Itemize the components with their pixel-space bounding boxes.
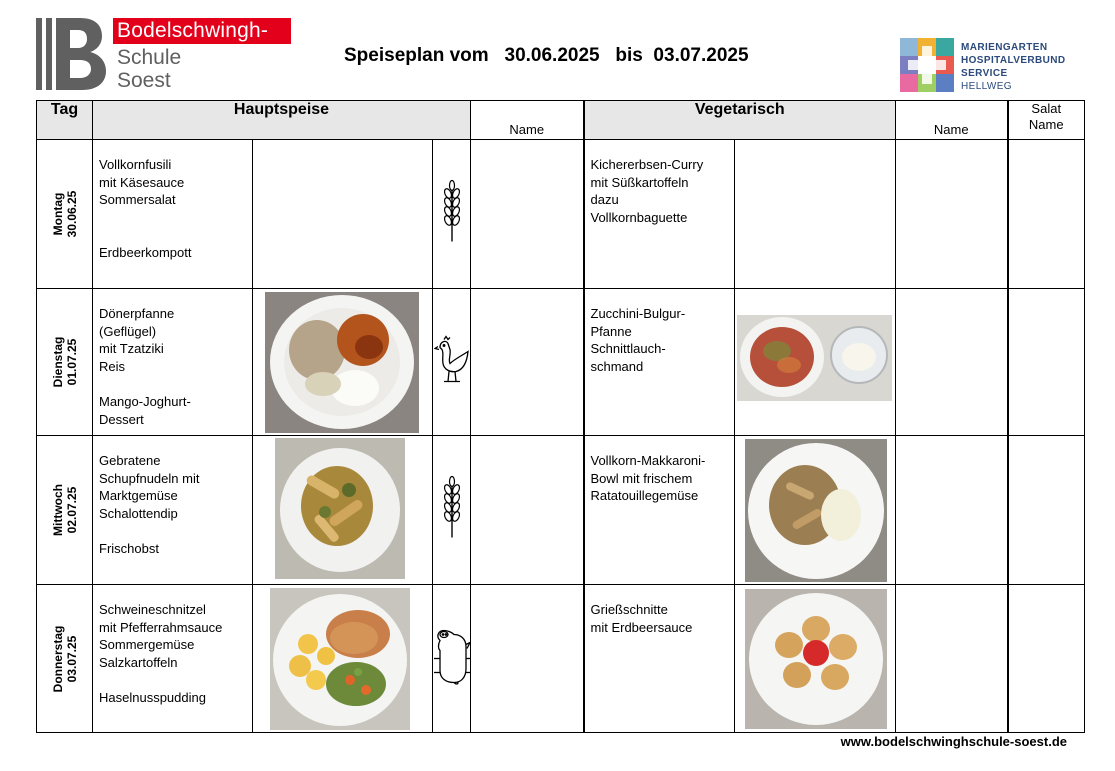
logo-school-name: Bodelschwingh-: [117, 19, 269, 42]
main-photo-cell: [253, 289, 433, 436]
logo-school-line3: Soest: [117, 69, 171, 92]
school-logo-b-icon: [36, 18, 108, 90]
zucchini-bulgur-photo: [737, 315, 892, 401]
veg-photo-cell: [735, 289, 896, 436]
table-row: [37, 585, 1085, 733]
partner-line2: HOSPITALVERBUND: [961, 55, 1066, 66]
weekday-label: Montag: [50, 192, 65, 236]
makkaroni-bowl-photo: [745, 439, 887, 582]
wheat-icon: [433, 180, 470, 249]
veg-name-cell: [896, 585, 1008, 733]
date-label: 30.06.25: [64, 190, 79, 238]
main-dish-cell: [93, 140, 253, 289]
main-dish-text: Schweineschnitzel mit Pfefferrahmsauce Sommergemüse Salzkartoffeln Haselnusspudding: [99, 602, 223, 705]
main-icon-cell: [433, 140, 471, 289]
main-icon-cell: [433, 436, 471, 585]
weekday-label: Mittwoch: [50, 484, 65, 536]
partner-line4: HELLWEG: [961, 81, 1012, 92]
veg-dish-text: Zucchini-Bulgur- Pfanne Schnittlauch- schmand: [590, 306, 686, 374]
main-dish-cell: [93, 289, 253, 436]
partner-line1: MARIENGARTEN: [961, 42, 1048, 53]
day-cell: [37, 585, 93, 733]
veg-dish-cell: [584, 289, 735, 436]
veg-photo-cell: [735, 585, 896, 733]
schupfnudeln-photo: [275, 438, 405, 579]
date-label: 03.07.25: [64, 635, 79, 682]
schweineschnitzel-photo: [270, 588, 410, 730]
partner-logo-mosaic-icon: [900, 38, 954, 92]
header-name: Name: [471, 101, 584, 140]
day-label: [51, 191, 79, 238]
main-name-cell: [471, 140, 584, 289]
header-salat-line2: Name: [1028, 117, 1064, 132]
wheat-icon: [433, 476, 470, 545]
main-dish-text: Vollkornfusili mit Käsesauce Sommersalat Erdbeerkompott: [99, 157, 192, 260]
header-salat-line1: Salat: [1031, 101, 1062, 116]
veg-dish-cell: [584, 585, 735, 733]
main-photo-cell: [253, 436, 433, 585]
veg-dish-text: Grießschnitte mit Erdbeersauce: [590, 602, 693, 635]
table-header-row: [37, 101, 1085, 140]
salat-name-cell: [1008, 140, 1085, 289]
veg-dish-text: Kichererbsen-Curry mit Süßkartoffeln dazu Vollkornbaguette: [590, 157, 704, 225]
header-name-veg: Name: [896, 101, 1008, 140]
partner-logo-text: [961, 41, 1066, 93]
footer-website: www.bodelschwinghschule-soest.de: [840, 734, 1067, 749]
pig-icon: [433, 626, 470, 691]
day-cell: [37, 140, 93, 289]
day-label: [51, 484, 79, 536]
day-label: [51, 625, 79, 692]
main-name-cell: [471, 585, 584, 733]
header-hauptspeise: Hauptspeise: [93, 101, 471, 140]
partner-logo: [900, 38, 1090, 94]
table-row: [37, 436, 1085, 585]
table-row: [37, 289, 1085, 436]
veg-name-cell: [896, 436, 1008, 585]
table-row: [37, 140, 1085, 289]
header-vegetarisch: Vegetarisch: [584, 101, 896, 140]
veg-name-cell: [896, 140, 1008, 289]
header-tag: Tag: [37, 101, 93, 140]
menu-table: [36, 100, 1085, 733]
veg-dish-cell: [584, 140, 735, 289]
weekday-label: Donnerstag: [50, 625, 65, 692]
partner-line3: SERVICE: [961, 68, 1008, 79]
veg-photo-cell: [735, 436, 896, 585]
griessschnitte-photo: [745, 589, 887, 729]
main-icon-cell: [433, 585, 471, 733]
main-name-cell: [471, 289, 584, 436]
date-label: 01.07.25: [64, 338, 79, 386]
day-cell: [37, 289, 93, 436]
main-photo-cell: [253, 140, 433, 289]
logo-school-line2: Schule: [117, 46, 182, 69]
veg-photo-cell: [735, 140, 896, 289]
date-label: 02.07.25: [64, 486, 79, 534]
main-dish-text: Dönerpfanne (Geflügel) mit Tzatziki Reis Mango-Joghurt- Dessert: [99, 306, 191, 427]
main-dish-text: Gebratene Schupfnudeln mit Marktgemüse Schalottendip Frischobst: [99, 453, 200, 556]
main-name-cell: [471, 436, 584, 585]
main-icon-cell: [433, 289, 471, 436]
day-cell: [37, 436, 93, 585]
main-dish-cell: [93, 436, 253, 585]
salat-name-cell: [1008, 585, 1085, 733]
salat-name-cell: [1008, 436, 1085, 585]
main-dish-cell: [93, 585, 253, 733]
salat-name-cell: [1008, 289, 1085, 436]
day-label: [51, 337, 79, 388]
main-photo-cell: [253, 585, 433, 733]
veg-dish-text: Vollkorn-Makkaroni- Bowl mit frischem Ratatouillegemüse: [590, 453, 706, 504]
veg-dish-cell: [584, 436, 735, 585]
school-logo: [36, 18, 296, 92]
chicken-icon: [433, 336, 470, 389]
page-title: Speiseplan vom 30.06.2025 bis 03.07.2025: [344, 45, 749, 66]
header-salat: [1008, 101, 1085, 140]
doener-pfanne-photo: [265, 292, 419, 433]
weekday-label: Dienstag: [50, 336, 65, 388]
veg-name-cell: [896, 289, 1008, 436]
